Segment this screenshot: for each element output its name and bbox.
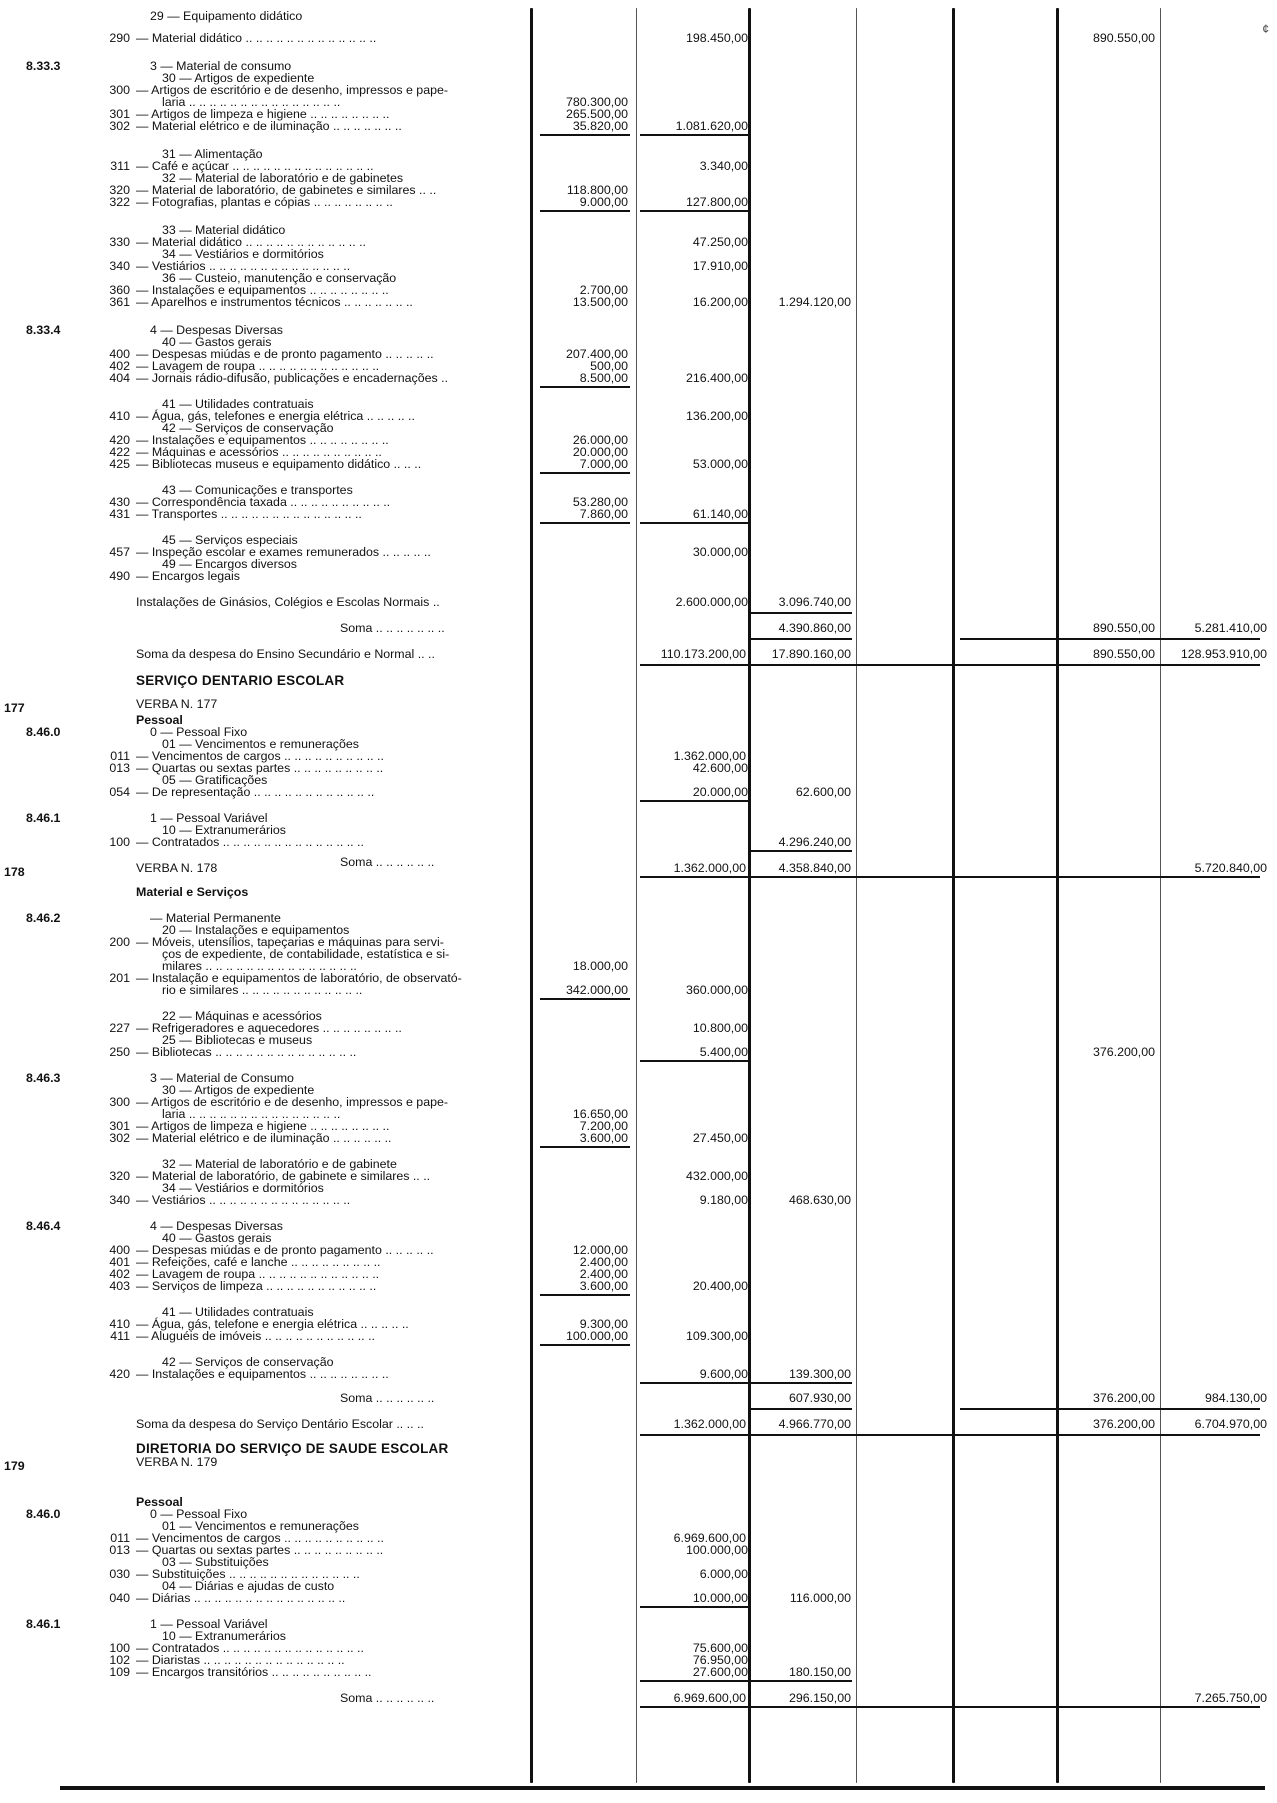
item-code: 201 [109,971,130,985]
line-label: 04 — Diárias e ajudas de custo [162,1579,335,1593]
verba-number: 177 [4,701,25,715]
line-label: 40 — Gastos gerais [162,335,272,349]
item-code: 340 [109,259,130,273]
line-label: 01 — Vencimentos e remunerações [162,1519,359,1533]
line-label: 31 — Alimentação [162,147,263,161]
item-description: — Fotografias, plantas e cópias .. .. .. .. .. .. .. .. [136,195,393,209]
amount-subtotal: 100.000,00 [685,1543,748,1557]
subtotal-rule [640,800,748,802]
item-description: — Correspondência taxada .. .. .. .. .. .. .. .. .. .. [136,495,391,509]
item-description: — Artigos de limpeza e higiene .. .. .. .. .. .. .. .. [136,107,390,121]
item-description: — Contratados .. .. .. .. .. .. .. .. .. .. .. .. .. .. [136,1641,364,1655]
amount-subtotal: 10.800,00 [692,1021,748,1035]
amount-verba-total: 128.953.910,00 [1180,647,1267,661]
amount-subtotal: 9.600,00 [699,1367,748,1381]
amount-items: 26.000,00 [572,433,628,447]
item-description: — Móveis, utensílios, tapeçarias e máquinas para servi- [136,935,444,949]
item-description: — Substituições .. .. .. .. .. .. .. .. .. .. .. .. .. [136,1567,360,1581]
amount-group-total: 116.000,00 [789,1591,851,1605]
line-label: Pessoal [136,713,183,727]
line-label: VERBA N. 177 [136,697,218,711]
item-code: 300 [109,1095,130,1109]
item-code: 013 [109,761,130,775]
amount-subtotal: 2.600.000,00 [675,595,748,609]
amount-items: 2.700,00 [579,283,628,297]
amount-subtotal: 109.300,00 [685,1329,748,1343]
amount-verba-total: 984.130,00 [1204,1391,1267,1405]
line-label: 4 — Despesas Diversas [150,1219,283,1233]
amount-subtotal: 1.081.620,00 [675,119,748,133]
amount-personnel: 6.969.600,00 [673,1691,746,1705]
item-code: 410 [109,1317,130,1331]
item-code: 400 [109,347,130,361]
item-description: — Encargos transitórios .. .. .. .. .. .. .. .. .. .. [136,1665,372,1679]
amount-capital: 890.550,00 [1092,621,1155,635]
column-rule [856,8,857,1783]
item-description: — Diaristas .. .. .. .. .. .. .. .. .. .. .. .. .. .. [136,1653,345,1667]
line-label: 42 — Serviços de conservação [162,1355,334,1369]
line-label: 32 — Material de laboratório e de gabinetes [162,171,404,185]
amount-items: 9.000,00 [579,195,628,209]
amount-group-total: 17.890.160,00 [771,647,851,661]
line-label: 41 — Utilidades contratuais [162,1305,314,1319]
amount-group-total: 4.358.840,00 [778,861,851,875]
line-label: Instalações de Ginásios, Colégios e Escolas Normais .. [136,595,440,609]
amount-items: 53.280,00 [572,495,628,509]
amount-subtotal: 3.340,00 [699,159,748,173]
item-code: 420 [109,1367,130,1381]
item-code: 200 [109,935,130,949]
line-label: 43 — Comunicações e transportes [162,483,353,497]
item-code: 431 [109,507,130,521]
amount-items: 20.000,00 [572,445,628,459]
item-code: 400 [109,1243,130,1257]
line-label: 0 — Pessoal Fixo [150,1507,248,1521]
line-label: 29 — Equipamento didático [150,9,303,23]
column-rule [952,8,955,1783]
page-bottom-rule [60,1786,1265,1790]
amount-items: 9.300,00 [579,1317,628,1331]
line-label: 22 — Máquinas e acessórios [162,1009,322,1023]
item-code: 340 [109,1193,130,1207]
amount-items: 3.600,00 [579,1131,628,1145]
line-label: milares .. .. .. .. .. .. .. .. .. .. .. .. .. .. .. [162,959,357,973]
line-label: 36 — Custeio, manutenção e conservação [162,271,397,285]
item-code: 227 [109,1021,130,1035]
amount-capital: 376.200,00 [1092,1391,1155,1405]
section-code: 8.46.1 [26,1617,61,1631]
item-code: 250 [109,1045,130,1059]
line-label: 49 — Encargos diversos [162,557,297,571]
item-code: 013 [109,1543,130,1557]
amount-items: 500,00 [590,359,628,373]
amount-group-total: 296.150,00 [788,1691,851,1705]
item-description: — Bibliotecas museus e equipamento didático .. .. .. [136,457,422,471]
line-label: Soma .. .. .. .. .. .. .. [340,621,445,635]
amount-subtotal: 5.400,00 [699,1045,748,1059]
amount-items: 265.500,00 [565,107,628,121]
amount-group-total: 180.150,00 [788,1665,851,1679]
amount-subtotal: 216.400,00 [685,371,748,385]
section-code: 8.33.3 [26,59,61,73]
amount-subtotal: 30.000,00 [692,545,748,559]
line-label: 41 — Utilidades contratuais [162,397,314,411]
item-description: — Artigos de limpeza e higiene .. .. .. .. .. .. .. .. [136,1119,390,1133]
amount-capital: 890.550,00 [1092,31,1155,45]
corner-mark: ¢ [1262,22,1269,36]
item-code: 302 [109,119,130,133]
line-label: VERBA N. 178 [136,861,218,875]
line-label: 01 — Vencimentos e remunerações [162,737,359,751]
subtotal-rule [640,1606,748,1608]
item-code: 301 [109,1119,130,1133]
item-code: 102 [109,1653,130,1667]
line-label: 1 — Pessoal Variável [150,1617,268,1631]
subtotal-rule [640,1680,748,1682]
amount-group-total: 4.296.240,00 [778,835,851,849]
item-description: — Máquinas e acessórios .. .. .. .. .. .. .. .. .. .. [136,445,382,459]
item-description: — Contratados .. .. .. .. .. .. .. .. .. .. .. .. .. .. [136,835,364,849]
item-description: — Refeições, café e lanche .. .. .. .. .. .. .. .. .. [136,1255,381,1269]
item-code: 290 [109,31,130,45]
line-label: DIRETORIA DO SERVIÇO DE SAUDE ESCOLAR [136,1441,449,1456]
item-description: — Instalação e equipamentos de laboratório, de observató- [136,971,462,985]
line-label: 03 — Substituições [162,1555,269,1569]
line-label: 25 — Bibliotecas e museus [162,1033,313,1047]
item-description: — Material elétrico e de iluminação .. .. .. .. .. .. .. [136,119,402,133]
line-label: — Material Permanente [150,911,281,925]
item-code: 300 [109,83,130,97]
line-label: Soma .. .. .. .. .. .. [340,1691,435,1705]
line-label: 32 — Material de laboratório e de gabinete [162,1157,397,1171]
subtotal-rule [540,522,630,524]
item-code: 401 [109,1255,130,1269]
item-description: — Artigos de escritório e de desenho, impressos e pape- [136,83,448,97]
amount-subtotal: 198.450,00 [685,31,748,45]
subtotal-rule [640,1434,1260,1436]
item-code: 422 [109,445,130,459]
item-code: 011 [110,749,130,763]
amount-capital: 376.200,00 [1092,1417,1155,1431]
line-label: 05 — Gratificações [162,773,268,787]
item-description: — Instalações e equipamentos .. .. .. .. .. .. .. .. [136,433,389,447]
amount-verba-total: 5.720.840,00 [1194,861,1267,875]
line-label: 45 — Serviços especiais [162,533,298,547]
item-code: 302 [109,1131,130,1145]
item-code: 322 [109,195,130,209]
item-code: 404 [109,371,130,385]
subtotal-rule [750,1382,852,1384]
subtotal-rule [750,638,852,640]
subtotal-rule [540,1344,630,1346]
item-code: 402 [109,359,130,373]
item-description: — Vencimentos de cargos .. .. .. .. .. .. .. .. .. .. [136,749,384,763]
item-description: — Material elétrico e de iluminação .. .. .. .. .. .. [136,1131,392,1145]
item-code: 410 [109,409,130,423]
line-label: 30 — Artigos de expediente [162,71,315,85]
subtotal-rule [540,1294,630,1296]
subtotal-rule [640,210,748,212]
line-label: 40 — Gastos gerais [162,1231,272,1245]
item-description: — Bibliotecas .. .. .. .. .. .. .. .. .. .. .. .. .. .. [136,1045,357,1059]
amount-subtotal: 16.200,00 [692,295,748,309]
amount-subtotal: 20.000,00 [692,785,748,799]
item-code: 054 [109,785,130,799]
item-description: — Serviços de limpeza .. .. .. .. .. .. .. .. .. .. .. [136,1279,377,1293]
section-code: 8.46.1 [26,811,61,825]
item-description: — Instalações e equipamentos .. .. .. .. .. .. .. .. [136,283,389,297]
item-description: — Vencimentos de cargos .. .. .. .. .. .. .. .. .. .. [136,1531,384,1545]
item-description: — Lavagem de roupa .. .. .. .. .. .. .. .. .. .. .. .. [136,1267,380,1281]
item-code: 320 [109,1169,130,1183]
line-label: 0 — Pessoal Fixo [150,725,248,739]
amount-group-total: 139.300,00 [788,1367,851,1381]
amount-items: 18.000,00 [572,959,628,973]
subtotal-rule [540,472,630,474]
item-description: — Encargos legais [136,569,240,583]
item-description: — Material de laboratório, de gabinetes e similares .. .. [136,183,437,197]
amount-group-total: 1.294.120,00 [778,295,851,309]
item-code: 457 [109,545,130,559]
amount-subtotal: 75.600,00 [692,1641,748,1655]
item-code: 320 [109,183,130,197]
section-code: 8.46.0 [26,725,61,739]
amount-personnel: 1.362.000,00 [673,861,746,875]
subtotal-rule [960,1408,1260,1410]
item-code: 402 [109,1267,130,1281]
amount-personnel: 6.969.600,00 [673,1531,746,1545]
line-label: Soma da despesa do Serviço Dentário Escolar .. .. .. [136,1417,424,1431]
amount-subtotal: 432.000,00 [685,1169,748,1183]
subtotal-rule [750,1408,852,1410]
amount-items: 780.300,00 [565,95,628,109]
subtotal-rule [640,1060,748,1062]
subtotal-rule [640,664,1260,666]
item-description: — Material didático .. .. .. .. .. .. .. .. .. .. .. .. [136,235,366,249]
section-code: 8.33.4 [26,323,61,337]
column-rule [1160,8,1161,1783]
item-description: — Despesas miúdas e de pronto pagamento .. .. .. .. .. [136,1243,434,1257]
line-label: 20 — Instalações e equipamentos [162,923,350,937]
amount-items: 7.860,00 [579,507,628,521]
item-code: 490 [109,569,130,583]
verba-number: 178 [4,865,25,879]
subtotal-rule [640,876,1260,878]
line-label: 3 — Material de Consumo [150,1071,294,1085]
amount-items: 7.000,00 [579,457,628,471]
item-description: — Aluguéis de imóveis .. .. .. .. .. .. .. .. .. .. .. [136,1329,375,1343]
subtotal-rule [640,522,748,524]
item-code: 411 [110,1329,130,1343]
amount-group-total: 4.390.860,00 [778,621,851,635]
amount-group-total: 62.600,00 [795,785,851,799]
item-description: — Artigos de escritório e de desenho, impressos e pape- [136,1095,448,1109]
amount-group-total: 468.630,00 [788,1193,851,1207]
subtotal-rule [750,850,852,852]
amount-subtotal: 20.400,00 [692,1279,748,1293]
section-code: 8.46.2 [26,911,61,925]
item-description: — Material de laboratório, de gabinete e similares .. .. [136,1169,431,1183]
amount-items: 342.000,00 [565,983,628,997]
item-code: 100 [109,835,130,849]
amount-items: 118.800,00 [566,183,628,197]
amount-personnel: 110.173.200,00 [660,647,746,661]
item-description: — Despesas miúdas e de pronto pagamento .. .. .. .. .. [136,347,434,361]
item-description: — Café e açúcar .. .. .. .. .. .. .. .. .. .. .. .. .. .. [136,159,374,173]
item-description: — Jornais rádio-difusão, publicações e encadernações .. [136,371,449,385]
item-description: — Lavagem de roupa .. .. .. .. .. .. .. .. .. .. .. .. [136,359,380,373]
line-label: 33 — Material didático [162,223,286,237]
amount-items: 16.650,00 [572,1107,628,1121]
subtotal-rule [750,612,852,614]
section-code: 8.46.4 [26,1219,61,1233]
section-code: 8.46.3 [26,1071,61,1085]
column-rule [1056,8,1059,1783]
amount-subtotal: 9.180,00 [699,1193,748,1207]
line-label: 34 — Vestiários e dormitórios [162,247,324,261]
amount-group-total: 3.096.740,00 [778,595,851,609]
item-description: — Quartas ou sextas partes .. .. .. .. .. .. .. .. .. [136,1543,384,1557]
amount-subtotal: 6.000,00 [699,1567,748,1581]
item-description: — Vestiários .. .. .. .. .. .. .. .. .. .. .. .. .. .. [136,1193,351,1207]
amount-verba-total: 7.265.750,00 [1194,1691,1267,1705]
item-description: — Transportes .. .. .. .. .. .. .. .. .. .. .. .. .. .. [136,507,362,521]
line-label: SERVIÇO DENTARIO ESCOLAR [136,673,345,688]
subtotal-rule [640,134,748,136]
item-description: — Instalações e equipamentos .. .. .. .. .. .. .. .. [136,1367,389,1381]
verba-number: 179 [4,1459,25,1473]
amount-subtotal: 27.600,00 [692,1665,748,1679]
item-description: — Aparelhos e instrumentos técnicos .. .. .. .. .. .. .. [136,295,413,309]
item-description: — Quartas ou sextas partes .. .. .. .. .. .. .. .. .. [136,761,384,775]
item-code: 420 [109,433,130,447]
line-label: Soma da despesa do Ensino Secundário e Normal .. .. [136,647,435,661]
line-label: Pessoal [136,1495,183,1509]
amount-subtotal: 127.800,00 [685,195,748,209]
line-label: 10 — Extranumerários [162,823,286,837]
line-label: Soma .. .. .. .. .. .. [340,1391,435,1405]
subtotal-rule [540,134,630,136]
line-label: ços de expediente, de contabilidade, estatística e si- [162,947,450,961]
amount-personnel: 1.362.000,00 [673,1417,746,1431]
amount-items: 2.400,00 [579,1267,628,1281]
line-label: Material e Serviços [136,885,249,899]
item-description: — Diárias .. .. .. .. .. .. .. .. .. .. .. .. .. .. .. [136,1591,346,1605]
amount-items: 3.600,00 [579,1279,628,1293]
line-label: laria .. .. .. .. .. .. .. .. .. .. .. .. .. .. .. [162,1107,341,1121]
line-label: rio e similares .. .. .. .. .. .. .. .. .. .. .. .. [162,983,363,997]
item-code: 011 [110,1531,130,1545]
item-code: 301 [109,107,130,121]
item-code: 030 [109,1567,130,1581]
line-label: 30 — Artigos de expediente [162,1083,315,1097]
amount-items: 12.000,00 [572,1243,628,1257]
amount-subtotal: 47.250,00 [692,235,748,249]
amount-subtotal: 17.910,00 [692,259,748,273]
amount-subtotal: 136.200,00 [685,409,748,423]
line-label: 34 — Vestiários e dormitórios [162,1181,324,1195]
line-label: laria .. .. .. .. .. .. .. .. .. .. .. .. .. .. .. [162,95,341,109]
item-code: 360 [109,283,130,297]
section-code: 8.46.0 [26,1507,61,1521]
subtotal-rule [540,1146,630,1148]
amount-items: 7.200,00 [579,1119,628,1133]
line-label: 3 — Material de consumo [150,59,292,73]
line-label: 1 — Pessoal Variável [150,811,268,825]
amount-capital: 890.550,00 [1092,647,1155,661]
amount-subtotal: 76.950,00 [692,1653,748,1667]
subtotal-rule [540,386,630,388]
item-code: 403 [109,1279,130,1293]
amount-items: 13.500,00 [572,295,628,309]
item-description: — De representação .. .. .. .. .. .. .. .. .. .. .. .. [136,785,375,799]
amount-items: 8.500,00 [579,371,628,385]
amount-items: 100.000,00 [565,1329,628,1343]
subtotal-rule [960,638,1260,640]
item-code: 430 [109,495,130,509]
amount-group-total: 607.930,00 [788,1391,851,1405]
subtotal-rule [540,210,630,212]
amount-items: 35.820,00 [572,119,628,133]
amount-subtotal: 360.000,00 [685,983,748,997]
line-label: 42 — Serviços de conservação [162,421,334,435]
item-code: 100 [109,1641,130,1655]
line-label: 10 — Extranumerários [162,1629,286,1643]
column-rule [530,8,533,1783]
subtotal-rule [750,1680,852,1682]
item-description: — Material didático .. .. .. .. .. .. .. .. .. .. .. .. .. [136,31,377,45]
item-description: — Refrigeradores e aquecedores .. .. .. .. .. .. .. .. [136,1021,402,1035]
line-label: VERBA N. 179 [136,1455,218,1469]
item-description: — Inspeção escolar e exames remunerados .. .. .. .. .. [136,545,431,559]
soma-label: Soma .. .. .. .. .. .. [340,855,435,869]
subtotal-rule [640,1382,748,1384]
item-code: 425 [109,457,130,471]
amount-subtotal: 10.000,00 [692,1591,748,1605]
amount-items: 207.400,00 [565,347,628,361]
amount-subtotal: 61.140,00 [692,507,748,521]
amount-group-total: 4.966.770,00 [778,1417,851,1431]
item-code: 109 [109,1665,130,1679]
item-description: — Vestiários .. .. .. .. .. .. .. .. .. .. .. .. .. .. [136,259,351,273]
item-code: 311 [110,159,130,173]
item-description: — Água, gás, telefone e energia elétrica .. .. .. .. .. [136,1317,409,1331]
item-code: 040 [109,1591,130,1605]
item-code: 361 [109,295,130,309]
amount-personnel: 1.362.000,00 [673,749,746,763]
column-rule [748,8,751,1783]
item-code: 330 [109,235,130,249]
amount-verba-total: 5.281.410,00 [1194,621,1267,635]
column-rule [636,8,637,1783]
line-label: 4 — Despesas Diversas [150,323,283,337]
item-description: — Água, gás, telefones e energia elétrica .. .. .. .. .. [136,409,415,423]
amount-items: 2.400,00 [579,1255,628,1269]
amount-subtotal: 42.600,00 [692,761,748,775]
subtotal-rule [640,1706,1260,1708]
amount-subtotal: 27.450,00 [692,1131,748,1145]
subtotal-rule [540,998,630,1000]
amount-capital: 376.200,00 [1092,1045,1155,1059]
amount-subtotal: 53.000,00 [692,457,748,471]
amount-verba-total: 6.704.970,00 [1194,1417,1267,1431]
